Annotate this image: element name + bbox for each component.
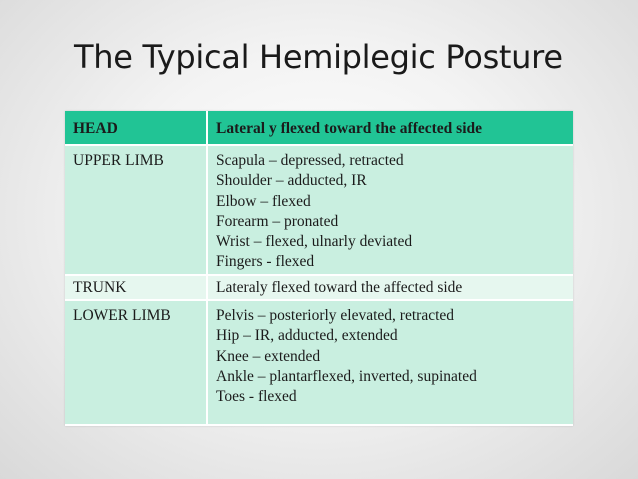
description-line: Elbow – flexed (216, 192, 311, 210)
description-line: Fingers - flexed (216, 253, 315, 271)
description-line: Wrist – flexed, ulnarly deviated (216, 233, 413, 251)
region-cell-lower-limb: LOWER LIMB (65, 301, 208, 426)
description-line: Pelvis – posteriorly elevated, retracted (216, 307, 455, 324)
description-line: Forearm – pronated (216, 212, 339, 230)
region-cell-head: HEAD (65, 111, 208, 146)
description-line: Shoulder – adducted, IR (216, 172, 367, 190)
description-line: Hip – IR, adducted, extended (216, 327, 398, 345)
region-cell-trunk: TRUNK (65, 276, 208, 301)
description-line: Toes - flexed (216, 388, 297, 406)
description-line: Scapula – depressed, retracted (216, 152, 404, 169)
posture-table (65, 111, 573, 426)
description-cell-trunk (208, 276, 573, 301)
description-cell-upper-limb (208, 146, 573, 276)
slide-title: The Typical Hemiplegic Posture (74, 38, 563, 76)
description-cell-head (208, 111, 573, 146)
description-line: Lateral y flexed toward the affected side (216, 120, 483, 137)
description-cell-lower-limb (208, 301, 573, 426)
region-cell-upper-limb: UPPER LIMB (65, 146, 208, 276)
description-line: Lateraly flexed toward the affected side (216, 279, 463, 296)
description-line: Knee – extended (216, 347, 321, 365)
description-line: Ankle – plantarflexed, inverted, supinated (216, 367, 477, 385)
